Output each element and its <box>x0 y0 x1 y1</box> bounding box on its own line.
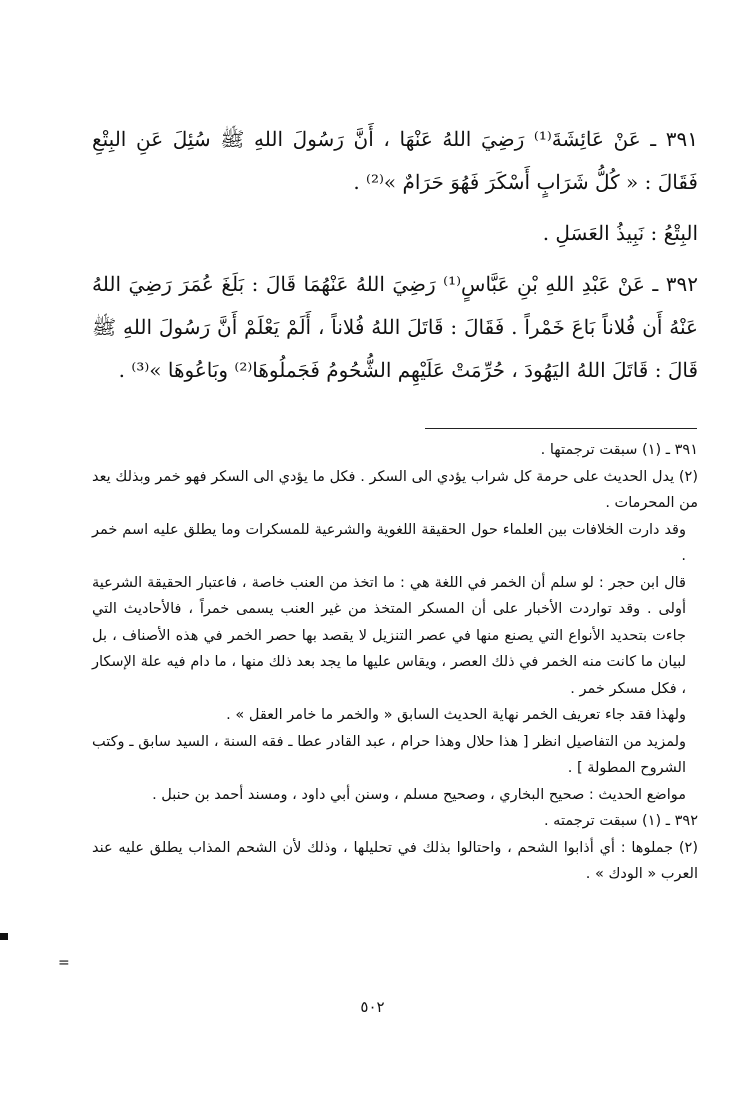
footnote-paragraph: وقد دارت الخلافات بين العلماء حول الحقيقة اللغوية والشرعية للمسكرات وما يطلق عليه اسم خمر . <box>92 521 686 564</box>
page-number: ٥٠٢ <box>360 998 385 1016</box>
footnote-392-2: (٢) جملوها : أي أذابوا الشحم ، واحتالوا بذلك في تحليلها ، وذلك لأن الشحم المذاب يطلق عليه عند العرب « الودك » . <box>92 839 698 882</box>
footnote-paragraph: ولمزيد من التفاصيل انظر [ هذا حلال وهذا حرام ، عبد القادر عطا ـ فقه السنة ، السيد سابق ـ وكتب الشروح المطولة ] . <box>92 733 686 776</box>
margin-mark <box>0 933 8 940</box>
footnote-391-2: (٢) يدل الحديث على حرمة كل شراب يؤدي الى السكر . فكل ما يؤدي الى السكر فهو خمر وبذلك يعد من المحرمات . <box>92 468 698 511</box>
footnote-392-1: ٣٩٢ ـ (١) سبقت ترجمته . <box>543 813 698 829</box>
hadith-text <box>92 118 698 392</box>
margin-equals-mark: = <box>58 955 70 971</box>
gloss-bit: البِتْعُ : نَبِيذُ العَسَلِ . <box>542 221 698 245</box>
footnote-sources: مواضع الحديث : صحيح البخاري ، وصحيح مسلم ، وسنن أبي داود ، ومسند أحمد بن حنبل . <box>152 786 686 803</box>
footnote-divider <box>425 428 697 429</box>
footnote-paragraph: قال ابن حجر : لو سلم أن الخمر في اللغة هي : ما اتخذ من العنب خاصة ، فاعتبار الحقيقة الشرعية أولى . وقد تواردت الأخبار على أن المسكر المتخذ من غير العنب يسمى خمراً ، فالأحاديث التي جاءت بتحديد الأنواع التي يصنع منها في عصر التنزيل لا يقصد بها حصر الخمر في هذه الأصناف ، بل لبيان ما كانت منه الخمر في ذلك العصر ، ويقاس عليها ما يجد بعد ذلك منها ، ما دام فيه علة الإسكار ، فكل مسكر خمر . <box>92 574 686 697</box>
hadith-391: ٣٩١ ـ عَنْ عَائِشَةَ⁽¹⁾ رَضِيَ اللهُ عَنْهَا ، أَنَّ رَسُولَ اللهِ ﷺ سُئِلَ عَنِ البِتْعِ فَقَالَ : « كُلُّ شَرَابٍ أَسْكَرَ فَهُوَ حَرَامٌ »⁽²⁾ . <box>92 127 698 194</box>
footnote-391-1: ٣٩١ ـ (١) سبقت ترجمتها . <box>540 442 698 458</box>
footnotes <box>92 437 698 888</box>
footnote-paragraph: ولهذا فقد جاء تعريف الخمر نهاية الحديث السابق « والخمر ما خامر العقل » . <box>226 707 686 723</box>
hadith-392: ٣٩٢ ـ عَنْ عَبْدِ اللهِ بْنِ عَبَّاسٍ⁽¹⁾ رَضِيَ اللهُ عَنْهُمَا قَالَ : بَلَغَ عُمَرَ رَضِيَ اللهُ عَنْهُ أَن فُلاناً بَاعَ خَمْراً . فَقَالَ : قَاتَلَ اللهُ فُلاناً ، أَلَمْ يَعْلَمْ أَنَّ رَسُولَ اللهِ ﷺ قَالَ : قَاتَلَ اللهُ اليَهُودَ ، حُرِّمَتْ عَلَيْهِم الشُّحُومُ فَجَملُوهَا⁽²⁾ وبَاعُوهَا »⁽³⁾ . <box>92 272 698 382</box>
